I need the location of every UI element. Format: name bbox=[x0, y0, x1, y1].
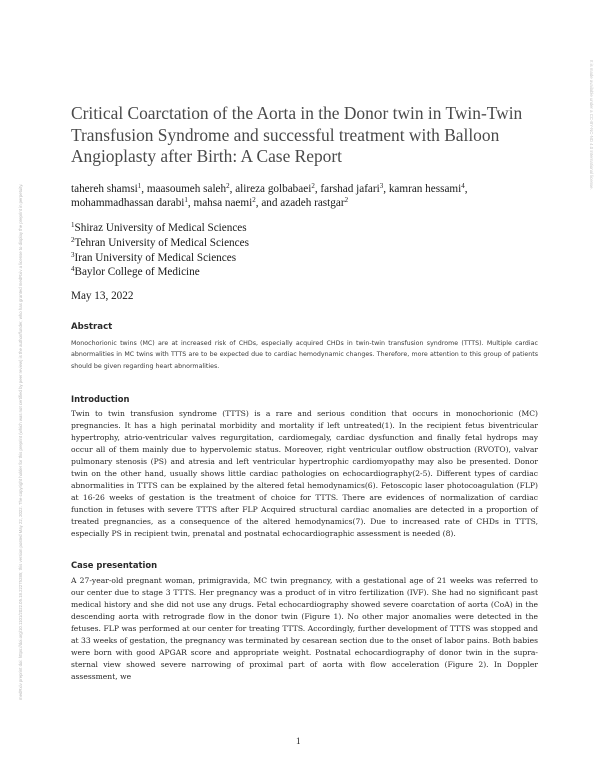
introduction-text: Twin to twin transfusion syndrome (TTTS) is a rare and serious condition that occurs in monochorionic (MC) pregnancies. It has a high perinatal morbidity and mortality if left untreated(1). In the recipient fetus biventricular hypertrophy, atrio-ventricular valves regurgitation, cardiomegaly, cardiac dysfunction and finally fetal hydrops may occur all of them mainly due to hypervolemic status. Moreover, right ventricular outflow obstruction (RVOTO), valvar pulmonary stenosis (PS) and atresia and left ventricular hypertrophic cardiomyopathy may also be presented. Donor twin on the other hand, usually shows little cardiac pathologies on echocardiography(2-5). Different types of cardiac abnormalities in TTTS can be explained by the altered fetal hemodynamics(6). Fetoscopic laser photocoagulation (FLP) at 16-26 weeks of gestation is the treatment of choice for TTTS. There are evidences of normalization of cardiac function in fetuses with severe TTTS after FLP Acquired structural cardiac anomalies are detected in a proportion of treated pregnancies, as a consequence of the altered hemodynamics(7). Due to increased rate of CHDs in TTTS, especially PS in recipient twin, prenatal and postnatal echocardiographic assessment is needed (8). bbox=[71, 409, 538, 539]
author-separator: , bbox=[383, 183, 389, 195]
affiliation-name: Baylor College of Medicine bbox=[74, 266, 200, 279]
author-list bbox=[71, 182, 541, 210]
affiliation-marker: 2 bbox=[71, 235, 75, 244]
author-separator: , bbox=[464, 183, 468, 195]
affiliation-name: Shiraz University of Medical Sciences bbox=[74, 222, 247, 234]
affiliation bbox=[71, 221, 541, 236]
author-name: kamran hessami bbox=[388, 183, 462, 195]
affiliation-name: Tehran University of Medical Sciences bbox=[74, 236, 249, 249]
preprint-side-stamp: medRxiv preprint doi: https://doi.org/10.1101/2022.05.18.22275285; this version posted May 22, 2022. The copyright holder for this preprint (which was not certified by peer review) is the author/funder, who has granted medRxiv a license to display the preprint in perpetuity. bbox=[18, 183, 23, 700]
author-separator: , bbox=[141, 183, 147, 195]
author-separator: , bbox=[314, 183, 321, 195]
affiliation bbox=[71, 251, 541, 266]
author-affiliation-marker: 2 bbox=[252, 196, 256, 205]
author-affiliation-marker: 1 bbox=[184, 196, 188, 205]
author-affiliation-marker: 2 bbox=[311, 182, 315, 190]
affiliation-name: Iran University of Medical Sciences bbox=[74, 251, 237, 264]
author-conjunction: and bbox=[261, 197, 281, 210]
author-affiliation-marker: 2 bbox=[226, 182, 230, 190]
author-line bbox=[71, 182, 541, 196]
author-name: tahereh shamsi bbox=[71, 183, 138, 195]
author-name: mahsa naemi bbox=[193, 197, 253, 210]
paper-title: Critical Coarctation of the Aorta in the Donor twin in Twin-Twin Transfusion Syndrome and successful treatment with Balloon Angioplasty after Birth: A Case Report bbox=[71, 103, 523, 167]
author-affiliation-marker: 2 bbox=[344, 196, 349, 205]
author-separator: , bbox=[255, 197, 262, 210]
affiliation-marker: 4 bbox=[71, 265, 75, 274]
author-separator: , bbox=[229, 183, 236, 195]
author-name: mohammadhassan darabi bbox=[71, 197, 185, 210]
case-presentation-heading: Case presentation bbox=[71, 560, 158, 570]
affiliation-marker: 1 bbox=[71, 221, 75, 229]
author-name: alireza golbabaei bbox=[235, 183, 312, 195]
author-separator: , bbox=[187, 197, 194, 210]
author-name: farshad jafari bbox=[320, 183, 380, 195]
author-affiliation-marker: 4 bbox=[461, 182, 465, 190]
affiliation bbox=[71, 236, 541, 251]
author-name: azadeh rastgar bbox=[280, 197, 345, 210]
affiliation bbox=[71, 265, 541, 280]
case-presentation-text: A 27-year-old pregnant woman, primigravida, MC twin pregnancy, with a gestational age of 21 weeks was referred to our center due to stage 3 TTTS. Her pregnancy was a product of in vitro fertilization (IVF). She had no significant past medical history and she did not use any drugs. Fetal echocardiography showed severe coarctation of aorta (CoA) in the descending aorta with retrograde flow in the donor twin (Figure 1). No other major anomalies were detected in the fetuses. FLP was performed at our center for treating TTTS. Accordingly, further development of TTTS was stopped and at 33 weeks of gestation, the pregnancy was terminated by cesarean section due to the onset of labor pains. Both babies were born with good APGAR score and appropriate weight. Postnatal echocardiography of donor twin in the supra-sternal view showed severe narrowing of proximal part of aorta with flow acceleration (Figure 2). In Doppler assessment, we bbox=[71, 576, 538, 682]
author-affiliation-marker: 1 bbox=[137, 182, 142, 190]
affiliation-list bbox=[71, 221, 541, 280]
publication-date: May 13, 2022 bbox=[71, 290, 134, 302]
license-side-stamp: It is made available under a CC-BY-NC-ND 4.0 International license. bbox=[589, 60, 594, 190]
introduction-heading: Introduction bbox=[71, 394, 130, 404]
page-number: 1 bbox=[296, 736, 301, 746]
abstract-text: Monochorionic twins (MC) are at increased risk of CHDs, especially acquired CHDs in twin-twin transfusion syndrome (TTTS). Multiple cardiac abnormalities in MC twins with TTTS are to be expected due to cardiac hemodynamic changes. Therefore, more attention to this group of patients should be given regarding heart abnormalities. bbox=[71, 340, 538, 370]
author-affiliation-marker: 3 bbox=[379, 182, 384, 190]
abstract-heading: Abstract bbox=[71, 322, 113, 332]
author-name: maasoumeh saleh bbox=[146, 183, 227, 195]
affiliation-marker: 3 bbox=[71, 250, 75, 259]
author-line bbox=[71, 196, 541, 210]
